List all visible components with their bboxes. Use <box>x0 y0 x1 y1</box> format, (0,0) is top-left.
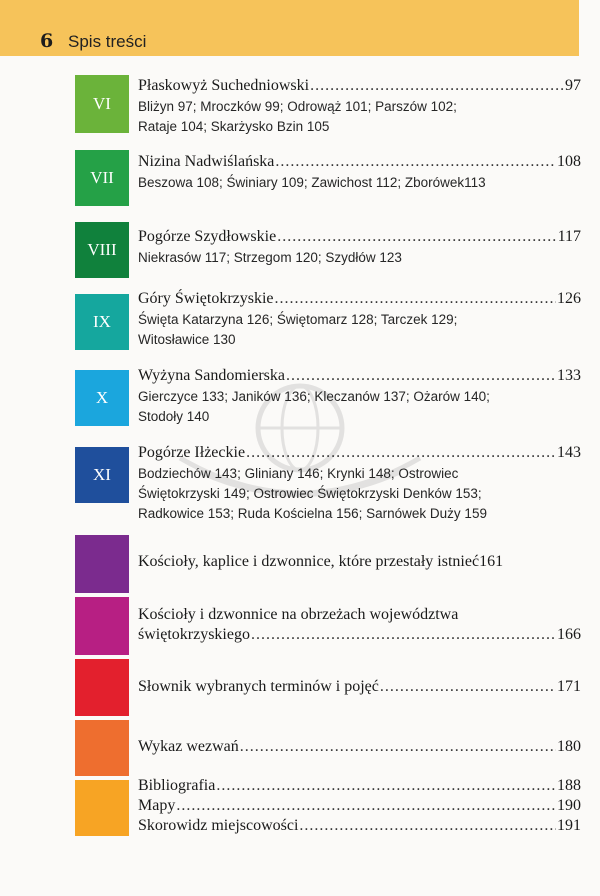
entry-page: 191 <box>557 817 581 834</box>
running-title: Spis treści <box>68 32 147 51</box>
section-numeral: VI <box>93 94 111 113</box>
toc-entry-glossary[interactable] <box>138 677 581 697</box>
dot-leader <box>299 816 556 836</box>
toc-entry-place-index[interactable] <box>138 816 581 836</box>
dot-leader <box>216 776 556 796</box>
entry-subitems: Świętokrzyski 149; Ostrowiec Świętokrzyski Denków 153; <box>138 486 482 501</box>
entry-page: 97 <box>565 77 581 94</box>
entry-subitems: Witosławice 130 <box>138 332 236 347</box>
entry-subitems: Bliżyn 97; Mroczków 99; Odrowąż 101; Parszów 102; <box>138 99 457 114</box>
entry-page: 180 <box>557 738 581 755</box>
entry-title: Kościoły, kaplice i dzwonnice, które przestały istnieć <box>138 553 480 570</box>
toc-entry-x[interactable] <box>138 366 581 426</box>
appendix-tile-red <box>75 659 129 716</box>
toc-entry-ix[interactable] <box>138 289 581 349</box>
entry-page: 108 <box>557 153 581 170</box>
entry-page: 190 <box>557 797 581 814</box>
section-tile-xi <box>75 447 129 503</box>
dot-leader <box>246 443 556 463</box>
entry-title: Kościoły i dzwonnice na obrzeżach województwa <box>138 606 459 623</box>
entry-subitems: Beszowa 108; Świniary 109; Zawichost 112; Zborówek113 <box>138 175 486 190</box>
entry-subitems: Gierczyce 133; Janików 136; Kleczanów 137; Ożarów 140; <box>138 389 490 404</box>
entry-subitems: Bodziechów 143; Gliniany 146; Krynki 148; Ostrowiec <box>138 466 459 481</box>
entry-subitems: Rataje 104; Skarżysko Bzin 105 <box>138 119 330 134</box>
section-tile-ix <box>75 294 129 350</box>
section-numeral: VII <box>90 168 114 187</box>
entry-title: Bibliografia <box>138 777 216 794</box>
entry-title: Nizina Nadwiślańska <box>138 153 275 170</box>
dot-leader <box>286 366 556 386</box>
entry-page: 171 <box>557 678 581 695</box>
dot-leader <box>380 677 556 697</box>
entry-subitems: Święta Katarzyna 126; Świętomarz 128; Tarczek 129; <box>138 312 458 327</box>
toc-entry-vi[interactable] <box>138 76 581 136</box>
toc-entry-demolished-churches[interactable] <box>138 552 581 572</box>
section-tile-vi <box>75 75 129 133</box>
appendix-tile-magenta <box>75 597 129 655</box>
section-tile-viii <box>75 222 129 278</box>
page-number: 6 <box>40 30 54 52</box>
toc-entry-border-churches[interactable] <box>138 605 581 645</box>
entry-page: 166 <box>557 626 581 643</box>
entry-page: 188 <box>557 777 581 794</box>
dot-leader <box>240 737 556 757</box>
toc-entry-backmatter <box>138 776 581 836</box>
toc-entry-viii[interactable] <box>138 227 581 267</box>
toc-entry-xi[interactable] <box>138 443 581 523</box>
toc-entry-maps[interactable] <box>138 796 581 816</box>
section-numeral: IX <box>93 312 111 331</box>
entry-page: 143 <box>557 444 581 461</box>
entry-title: Słownik wybranych terminów i pojęć <box>138 678 379 695</box>
dot-leader <box>275 152 556 172</box>
entry-title: Pogórze Szydłowskie <box>138 228 277 245</box>
section-numeral: XI <box>93 465 111 484</box>
toc-entry-dedications[interactable] <box>138 737 581 757</box>
dot-leader <box>251 625 556 645</box>
entry-title: Płaskowyż Suchedniowski <box>138 77 310 94</box>
entry-title: Pogórze Iłżeckie <box>138 444 246 461</box>
entry-title: Wykaz wezwań <box>138 738 239 755</box>
appendix-tile-purple <box>75 535 129 593</box>
toc-entry-bibliography[interactable] <box>138 776 581 796</box>
entry-title: Góry Świętokrzyskie <box>138 290 274 307</box>
appendix-tile-orange <box>75 720 129 776</box>
toc-entry-vii[interactable] <box>138 152 581 192</box>
dot-leader <box>277 227 556 247</box>
entry-title: Mapy <box>138 797 176 814</box>
dot-leader <box>176 796 556 816</box>
entry-page: 133 <box>557 367 581 384</box>
entry-subitems: Radkowice 153; Ruda Kościelna 156; Sarnówek Duży 159 <box>138 506 487 521</box>
entry-page: 126 <box>557 290 581 307</box>
section-tile-x <box>75 370 129 426</box>
entry-page: 117 <box>557 228 581 245</box>
section-numeral: VIII <box>87 240 117 259</box>
appendix-tile-amber <box>75 780 129 836</box>
section-numeral: X <box>95 388 109 407</box>
entry-title-cont: świętokrzyskiego <box>138 626 250 643</box>
entry-page: 161 <box>479 553 504 570</box>
entry-subitems: Stodoły 140 <box>138 409 210 424</box>
dot-leader <box>275 289 556 309</box>
section-tile-vii <box>75 150 129 206</box>
dot-leader <box>310 76 564 96</box>
entry-subitems: Niekrasów 117; Strzegom 120; Szydłów 123 <box>138 250 402 265</box>
entry-title: Wyżyna Sandomierska <box>138 367 285 384</box>
entry-title: Skorowidz miejscowości <box>138 817 299 834</box>
